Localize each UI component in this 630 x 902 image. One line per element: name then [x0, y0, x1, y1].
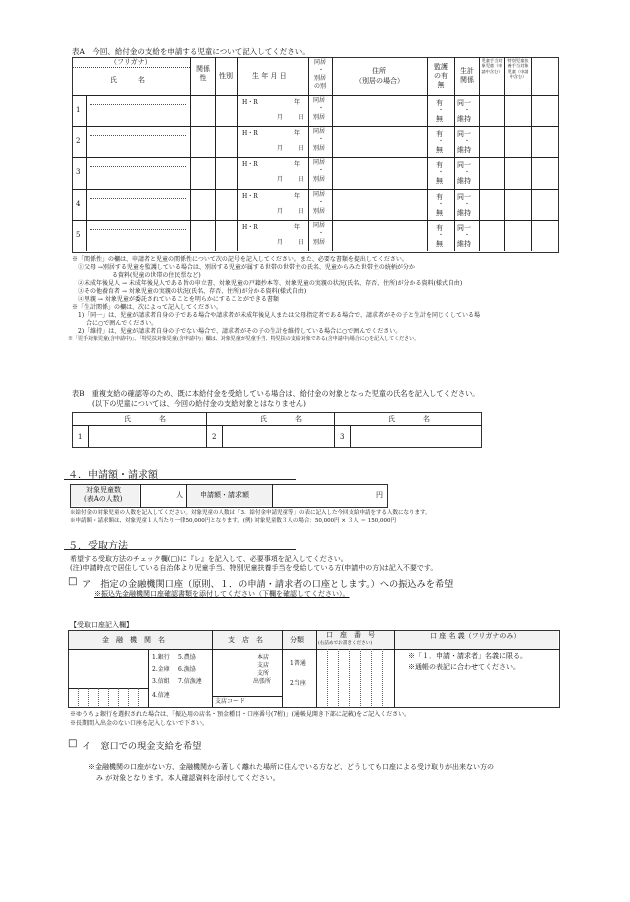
month-label: 月 [277, 239, 284, 246]
address-field[interactable] [336, 98, 424, 123]
bank-type-option[interactable]: 4.信連 [152, 692, 170, 699]
table-a [72, 57, 559, 253]
bank-section-caption: 【受取口座記入欄】 [70, 621, 133, 629]
cohab-option-same[interactable]: 同居 [313, 191, 326, 198]
section-5-title: ５．受取方法 [68, 541, 128, 552]
option-b-checkbox[interactable]: □ [68, 738, 78, 749]
livelihood-option-maintain[interactable]: 維持 [457, 209, 471, 217]
day-label: 日 [298, 145, 305, 152]
custody-option-no[interactable]: 無 [436, 240, 443, 248]
separator: ・ [318, 167, 325, 174]
amount-unit: 円 [376, 491, 383, 499]
furigana-field[interactable] [90, 198, 186, 199]
livelihood-option-maintain[interactable]: 維持 [457, 177, 471, 185]
row-number: 2 [76, 137, 81, 145]
bank-type-option[interactable]: 5.農協 [178, 654, 196, 661]
table-b-num: 2 [212, 433, 217, 441]
day-label: 日 [298, 208, 305, 215]
table-b-caption-sub: (以下の児童については、今回の給付金の支給対象とはなりません) [92, 399, 306, 408]
era-option[interactable]: H・R [242, 130, 258, 137]
separator: ・ [318, 105, 325, 112]
section-5-note: (注)申請時点で居住している自治体より児童手当、特別児童扶養手当を受給している方(申請中の方)は記入不要です。 [70, 564, 438, 572]
child-name-field[interactable] [90, 138, 186, 155]
era-option[interactable]: H・R [242, 99, 258, 106]
row-number: 1 [76, 106, 81, 114]
note-line: ①父母 →別居する児童を監護している場合は、別居する児童が属する世帯の世帯主の氏名、児童からみた世帯主の続柄が分か [78, 264, 415, 271]
table-b-name-field[interactable] [90, 427, 204, 445]
cohab-option-same[interactable]: 同居 [313, 97, 326, 104]
livelihood-option-maintain[interactable]: 維持 [457, 146, 471, 154]
birth-header: 生 年 月 日 [252, 72, 287, 80]
furigana-field[interactable] [90, 166, 186, 167]
table-b-num: 3 [340, 433, 345, 441]
year-label: 年 [294, 161, 301, 168]
branch-type-option[interactable]: 支所 [257, 670, 270, 677]
month-label: 月 [277, 208, 284, 215]
note-line: 合に○で囲んでください。 [86, 320, 158, 327]
furigana-field[interactable] [90, 135, 186, 136]
address-field[interactable] [336, 192, 424, 217]
option-a-label: ア 指定の金融機関口座（原則、１．の申請・請求者の口座とします。）への振込みを希望 [82, 579, 454, 590]
day-label: 日 [298, 239, 305, 246]
option-a-note: ※振込先金融機関口座確認書類を添付してください（下欄を確認してください）。 [94, 590, 350, 598]
address-field[interactable] [336, 129, 424, 154]
custody-option-yes[interactable]: 有 [436, 99, 443, 107]
year-label: 年 [294, 193, 301, 200]
era-option[interactable]: H・R [242, 161, 258, 168]
bank-type-option[interactable]: 6.漁協 [178, 666, 196, 673]
livelihood-option-same[interactable]: 同一 [457, 130, 471, 138]
option-a-checkbox[interactable]: □ [68, 576, 78, 587]
bank-type-option[interactable]: 7.信漁連 [178, 678, 202, 685]
table-b-name-field[interactable] [352, 427, 478, 445]
cohab-header-1: 同居 [314, 59, 327, 66]
livelihood-option-same[interactable]: 同一 [457, 99, 471, 107]
relation-header: 関係性 [196, 65, 210, 82]
child-count-field[interactable] [142, 486, 174, 504]
type-header: 分類 [290, 636, 304, 644]
custody-header: 監護の有無 [434, 63, 448, 89]
custody-option-no[interactable]: 無 [436, 209, 443, 217]
child-count-label: 対象児童数 [86, 486, 121, 494]
note-line: 2)「維持」は、児童が請求者自身の子でない場合で、請求者がその子の生計を維持している場合に○で囲んでください。 [78, 328, 402, 335]
branch-type-option[interactable]: 出張所 [253, 678, 272, 685]
child-count-label-sub: (表Aの人数) [84, 495, 123, 503]
section-4-note: ※給付金の対象児童の人数を記入してください。対象児童の人数は「3．給付金申請児童等」の表に記入した今回支給申請をする人数になります。 [70, 510, 431, 516]
account-type-option[interactable]: 2当座 [290, 680, 306, 687]
separator: ・ [464, 107, 471, 114]
address-field[interactable] [336, 160, 424, 185]
account-holder-field[interactable] [398, 676, 554, 704]
table-a-caption: 表A 今回、給付金の支給を申請する児童について記入してください。 [72, 47, 310, 56]
custody-option-no[interactable]: 無 [436, 115, 443, 123]
child-name-field[interactable] [90, 107, 186, 124]
separator: ・ [438, 169, 445, 176]
livelihood-option-maintain[interactable]: 維持 [457, 240, 471, 248]
holder-note: ※「１．申請・請求者」名義に限る。 [408, 652, 527, 660]
separator: ・ [464, 169, 471, 176]
bank-type-option[interactable]: 3.信組 [152, 678, 170, 685]
separator: ・ [438, 107, 445, 114]
furigana-field[interactable] [90, 229, 186, 230]
child-name-field[interactable] [90, 232, 186, 249]
cohab-option-separate[interactable]: 別居 [313, 239, 326, 246]
livelihood-option-maintain[interactable]: 維持 [457, 115, 471, 123]
address-header: 住所 [372, 67, 386, 75]
cohab-option-same[interactable]: 同居 [313, 128, 326, 135]
cohab-option-separate[interactable]: 別居 [313, 114, 326, 121]
address-field[interactable] [336, 223, 424, 248]
branch-header: 支 店 名 [228, 636, 263, 644]
section-4-note: ※申請額・請求額は、対象児童１人当たり一律50,000円となります。(例) 対象児童数３人の場合：50,000円 × ３人 ＝ 150,000円 [70, 518, 396, 524]
bank-type-option[interactable]: 2.金庫 [152, 666, 170, 673]
custody-option-no[interactable]: 無 [436, 177, 443, 185]
address-sub-header: （別居の場合） [355, 77, 404, 85]
day-label: 日 [298, 176, 305, 183]
cohab-header-3: 別居 [314, 75, 327, 82]
era-option[interactable]: H・R [242, 224, 258, 231]
child-count-unit: 人 [176, 491, 183, 499]
amount-table [70, 484, 388, 508]
livelihood-header: 生計関係 [460, 67, 474, 84]
note-line: ※「児手対象児童(含申請中)」、「特児扶対象児童(含申請中)」欄は、対象児童が児童手当、特児扶の支給対象である(含申請中)場合に○を記入してください。 [68, 336, 420, 342]
row-number: 4 [76, 200, 81, 208]
separator: ・ [318, 230, 325, 237]
cohab-option-separate[interactable]: 別居 [313, 145, 326, 152]
separator: ・ [318, 199, 325, 206]
note-line: 1)「同一」は、児童が請求者自身の子である場合や請求者が未成年後見人または父母指定者である場合で、請求者がその子と生計を同じくしている場 [78, 312, 481, 319]
name-header: 氏 名 [110, 76, 145, 84]
option-b-label: イ 窓口での現金支給を希望 [82, 741, 202, 752]
amount-label: 申請額・請求額 [200, 491, 249, 499]
cohab-header-2: ・ [318, 67, 325, 74]
custody-option-yes[interactable]: 有 [436, 130, 443, 138]
section-4-title: ４．申請額・請求額 [68, 470, 158, 481]
special-allowance-header: 特別児童扶養手当対象児童（申請中含む） [507, 58, 529, 80]
note-line: ※「生計関係」の欄は、次によって記入してください。 [72, 304, 223, 311]
separator: ・ [438, 232, 445, 239]
account-type-option[interactable]: 1普通 [290, 660, 306, 667]
custody-option-no[interactable]: 無 [436, 146, 443, 154]
year-label: 年 [294, 99, 301, 106]
table-b-num: 1 [78, 433, 83, 441]
child-name-field[interactable] [90, 169, 186, 186]
table-b-name-header: 氏 名 [260, 415, 302, 423]
note-line: る資料(児童の世帯の住民票など) [112, 272, 201, 279]
amount-field[interactable] [274, 486, 374, 504]
separator: ・ [464, 201, 471, 208]
table-b-caption: 表B 重複支給の確認等のため、既に本給付金を受給している場合は、給付金の対象となった児童の氏名を記入してください。 [72, 389, 480, 398]
branch-type-option[interactable]: 支店 [257, 662, 270, 669]
custody-option-yes[interactable]: 有 [436, 161, 443, 169]
day-label: 日 [298, 114, 305, 121]
child-name-field[interactable] [90, 201, 186, 218]
month-label: 月 [277, 114, 284, 121]
separator: ・ [464, 232, 471, 239]
cohab-option-same[interactable]: 同居 [313, 159, 326, 166]
dormant-note: ※長期間入出金のない口座を記入しないで下さい。 [70, 720, 209, 727]
account-number-sub: (右詰めでお書きください) [318, 641, 373, 646]
separator: ・ [464, 138, 471, 145]
option-b-note: み が対象となります。本人確認資料を添付してください。 [96, 774, 280, 782]
livelihood-option-same[interactable]: 同一 [457, 161, 471, 169]
separator: ・ [438, 138, 445, 145]
row-number: 3 [76, 168, 81, 176]
cohab-option-separate[interactable]: 別居 [313, 208, 326, 215]
table-b-name-field[interactable] [224, 427, 332, 445]
livelihood-option-same[interactable]: 同一 [457, 224, 471, 232]
month-label: 月 [277, 145, 284, 152]
furigana-field[interactable] [90, 104, 186, 105]
holder-note: ※通帳の表記に合わせてください。 [408, 663, 520, 671]
account-number-header: 口 座 番 号 [326, 631, 375, 639]
branch-type-option[interactable]: 本店 [257, 654, 270, 661]
yucho-note: ※ゆうちょ銀行を選択された場合は、「振込用の店名・預金種目・口座番号(7桁)」(通帳見開き下部に記載)をご記入ください。 [70, 711, 411, 718]
table-b-name-header: 氏 名 [124, 415, 166, 423]
note-line: ④里親 → 対象児童が委託されていることを明らかにすることができる書類 [78, 296, 279, 303]
child-allowance-header: 児童手当対象児童（申請中含む） [481, 58, 503, 74]
bank-name-header: 金 融 機 関 名 [102, 636, 165, 644]
cohab-header-4: の別 [314, 83, 327, 90]
table-b-name-header: 氏 名 [388, 415, 430, 423]
note-line: ②未成年後見人 → 未成年後見人である旨の申立書、対象児童の戸籍抄本等、対象児童の実親の状況(氏名、存否、住所)が分かる資料(様式自由) [78, 280, 463, 287]
account-holder-header: 口 座 名 義（フリガナのみ） [430, 632, 521, 640]
furigana-header: （フリガナ） [110, 58, 152, 66]
cohab-option-same[interactable]: 同居 [313, 222, 326, 229]
bank-table [68, 630, 560, 708]
livelihood-option-same[interactable]: 同一 [457, 193, 471, 201]
year-label: 年 [294, 224, 301, 231]
era-option[interactable]: H・R [242, 193, 258, 200]
month-label: 月 [277, 176, 284, 183]
separator: ・ [318, 136, 325, 143]
note-line: ③その他養育者 → 対象児童の実親の状況(氏名、存否、住所)が分かる資料(様式自由) [78, 288, 307, 295]
note-line: ※「関係性」の欄は、申請者と児童の関係性について次の記号を記入してください。また、必要な書類を提出してください。 [72, 256, 408, 263]
branch-code-label: 支店コード [215, 698, 246, 705]
separator: ・ [438, 201, 445, 208]
custody-option-yes[interactable]: 有 [436, 224, 443, 232]
bank-type-option[interactable]: 1.銀行 [152, 654, 170, 661]
cohab-option-separate[interactable]: 別居 [313, 176, 326, 183]
custody-option-yes[interactable]: 有 [436, 193, 443, 201]
year-label: 年 [294, 130, 301, 137]
table-b [72, 412, 482, 448]
option-b-note: ※金融機関の口座がない方、金融機関から著しく離れた場所に住んでいる方など、どうしても口座による受け取りが出来ない方の [88, 763, 494, 771]
sex-header: 性別 [219, 72, 233, 80]
row-number: 5 [76, 231, 81, 239]
section-5-note: 希望する受取方法のチェック欄(□)に『レ』を記入して、必要事項を記入してください。 [70, 555, 348, 563]
